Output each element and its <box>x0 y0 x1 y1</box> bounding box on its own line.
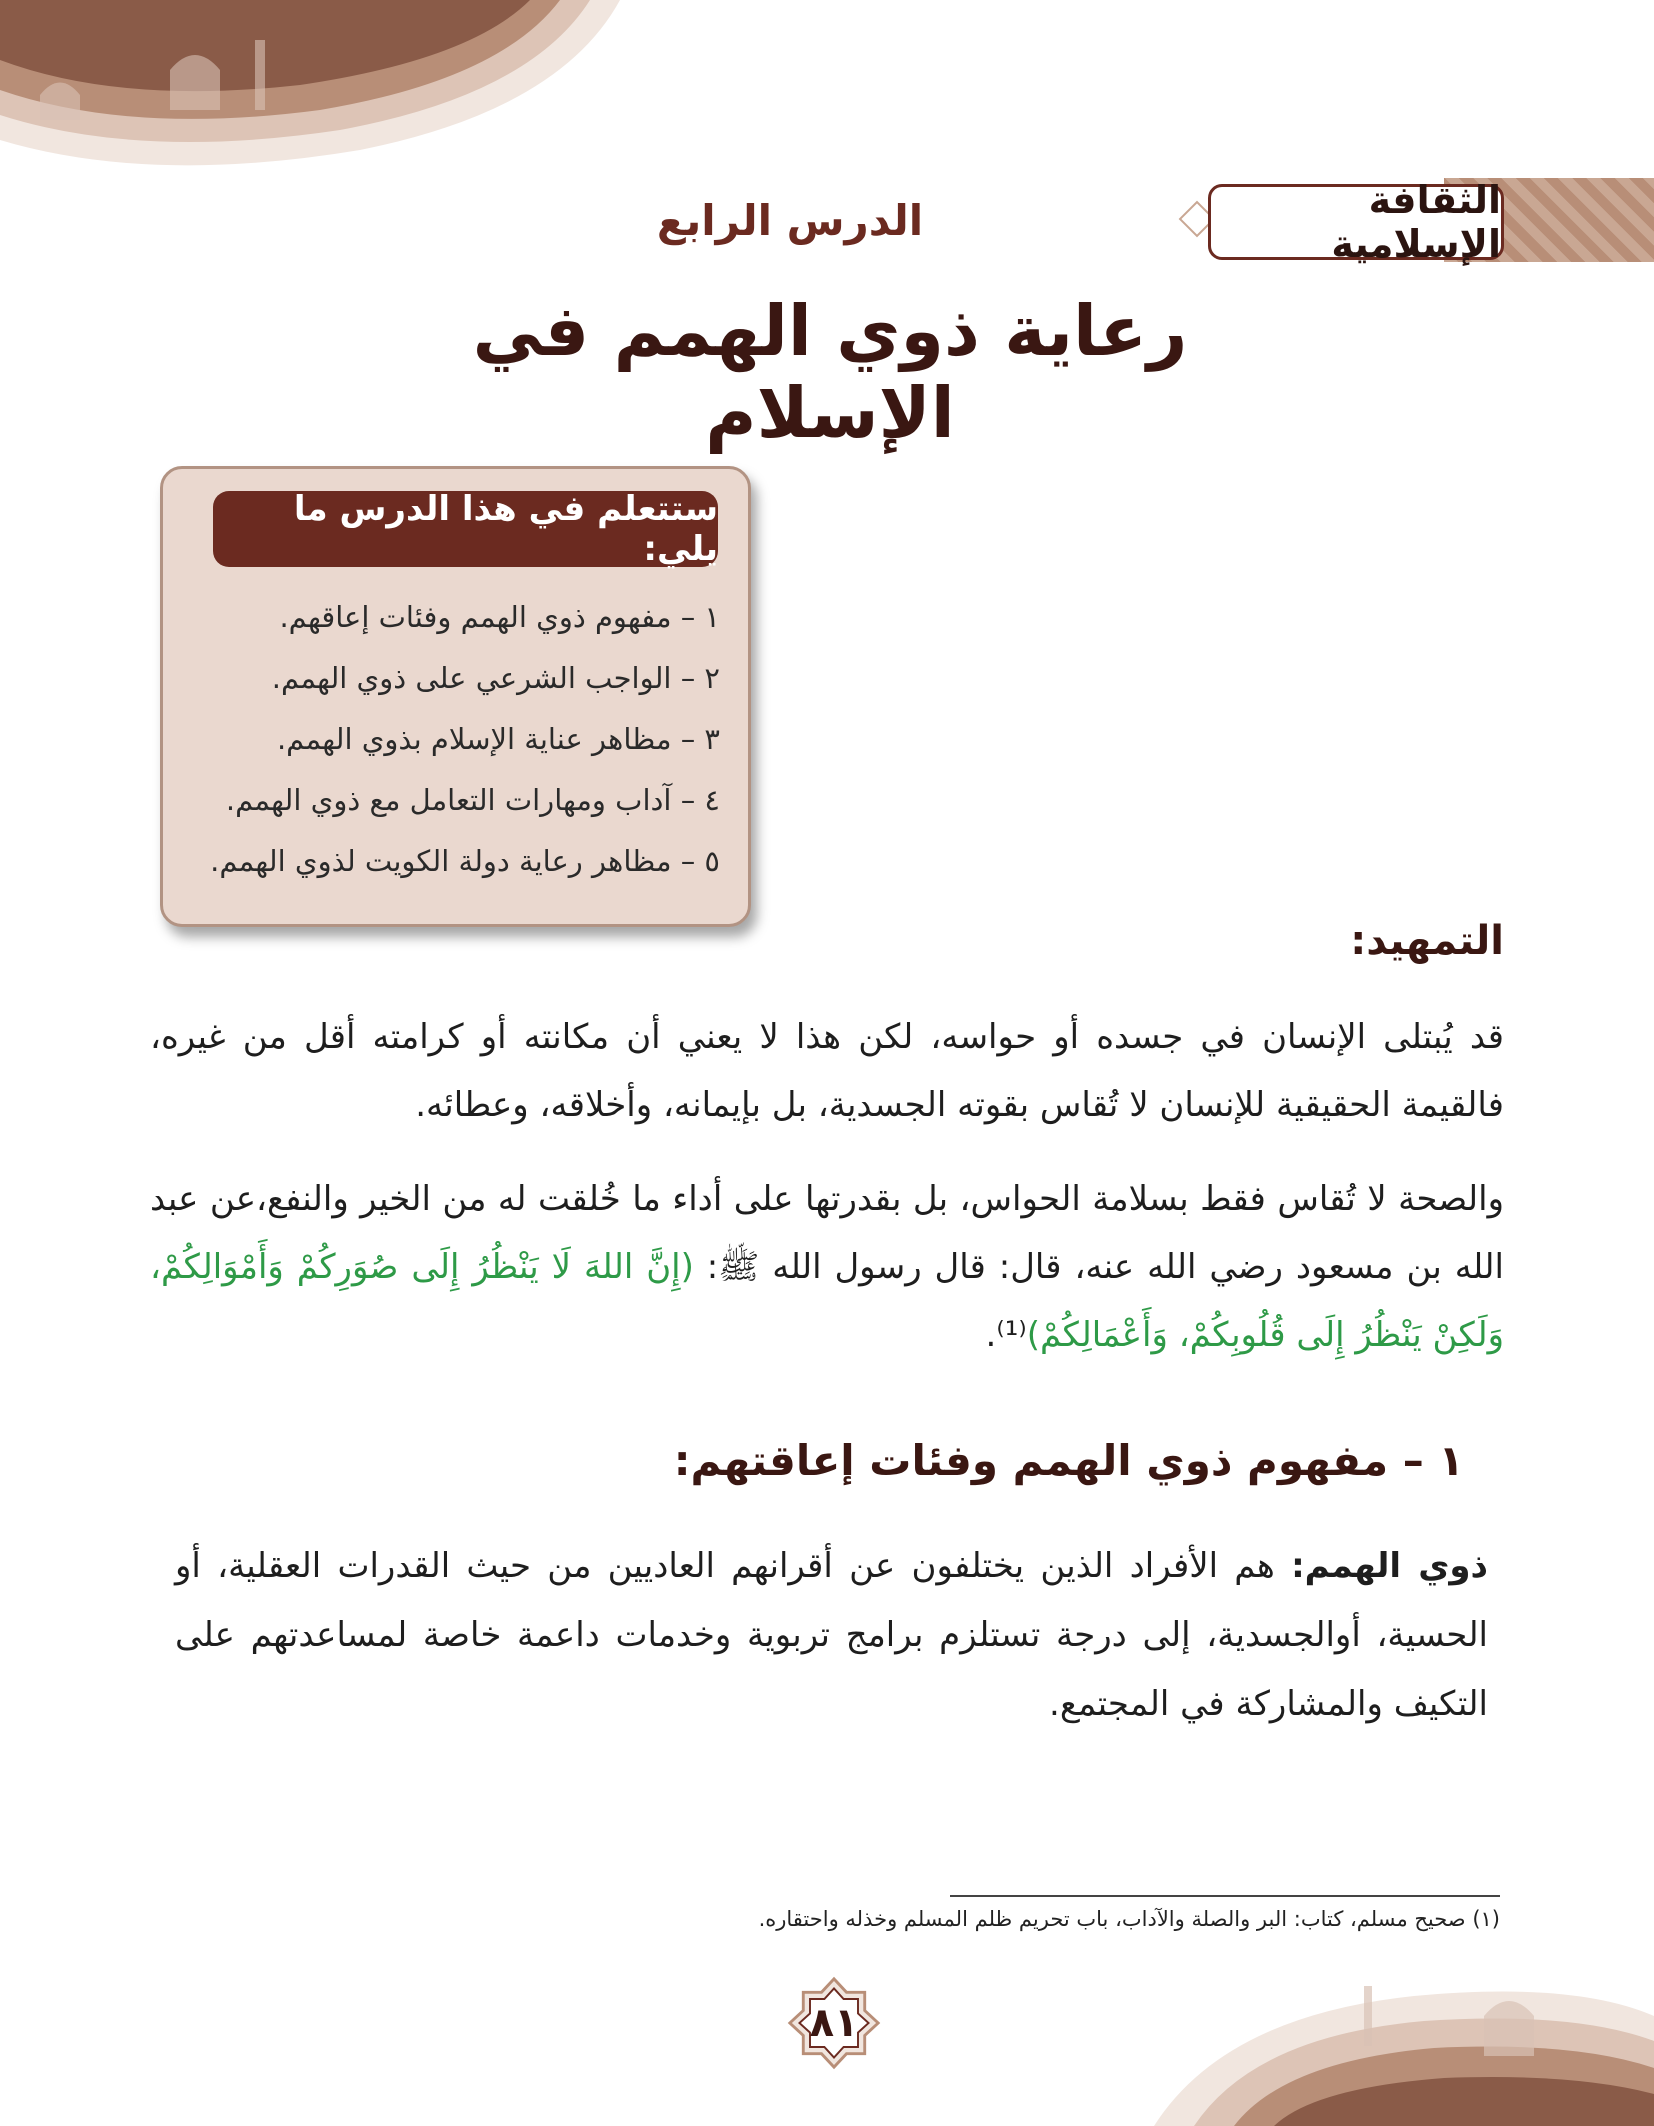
objectives-list <box>180 587 720 892</box>
subject-label: الثقافة الإسلامية <box>1208 184 1504 260</box>
definition-term: ذوي الهمم: <box>1291 1546 1489 1586</box>
lesson-number: الدرس الرابع <box>656 196 924 245</box>
objectives-box <box>160 466 751 927</box>
lesson-title: رعاية ذوي الهمم في الإسلام <box>472 290 1188 454</box>
footnote: (١) صحيح مسلم، كتاب: البر والصلة والآداب، باب تحريم ظلم المسلم وخذله واحتقاره. <box>758 1907 1500 1931</box>
decorative-bottom-arc <box>1154 1976 1654 2126</box>
objective-item: ١ – مفهوم ذوي الهمم وفئات إعاقهم. <box>279 600 720 634</box>
decorative-top-arc <box>0 0 620 190</box>
footnote-reference: ⁽¹⁾ <box>996 1315 1027 1355</box>
definition-text: هم الأفراد الذين يختلفون عن أقرانهم العاديين من حيث القدرات العقلية، أو الحسية، أوالجسدية، إلى درجة تستلزم برامج تربوية وخدمات داعمة خاصة لمساعدتهم على التكيف والمشاركة في المجتمع. <box>175 1546 1488 1724</box>
paragraph-2-end: . <box>985 1315 997 1355</box>
footnote-divider <box>950 1895 1500 1897</box>
objective-item: ٤ – آداب ومهارات التعامل مع ذوي الهمم. <box>225 783 720 817</box>
objective-item: ٢ – الواجب الشرعي على ذوي الهمم. <box>271 661 720 695</box>
objective-item: ٣ – مظاهر عناية الإسلام بذوي الهمم. <box>276 722 720 756</box>
intro-paragraph-1: قد يُبتلى الإنسان في جسده أو حواسه، لكن هذا لا يعني أن مكانته أو كرامته أقل من غيره، فالقيمة الحقيقية للإنسان لا تُقاس بقوته الجسدية، بل بإيمانه، وأخلاقه، وعطائه. <box>150 1017 1504 1125</box>
hadith-quote: (إِنَّ اللهَ لَا يَنْظُرُ إِلَى صُوَرِكُمْ وَأَمْوَالِكُمْ، وَلَكِنْ يَنْظُرُ إِلَى قُلُوبِكُمْ، وَأَعْمَالِكُمْ) <box>150 1247 1504 1355</box>
objectives-title: ستتعلم في هذا الدرس ما يلي: <box>213 491 718 567</box>
subject-badge <box>1174 170 1654 270</box>
objective-item: ٥ – مظاهر رعاية دولة الكويت لذوي الهمم. <box>210 844 720 878</box>
section-1-heading: ١ – مفهوم ذوي الهمم وفئات إعاقتهم: <box>673 1436 1464 1485</box>
intro-paragraph-2 <box>150 1165 1504 1369</box>
page-number: ٨١ <box>809 2000 859 2046</box>
intro-heading: التمهيد: <box>1350 918 1504 964</box>
paragraph-2-text: والصحة لا تُقاس فقط بسلامة الحواس، بل بقدرتها على أداء ما خُلقت له من الخير والنفع،عن عبد الله بن مسعود رضي الله عنه، قال: قال رسول الله ﷺ: <box>150 1179 1504 1287</box>
definition-paragraph <box>175 1532 1488 1739</box>
